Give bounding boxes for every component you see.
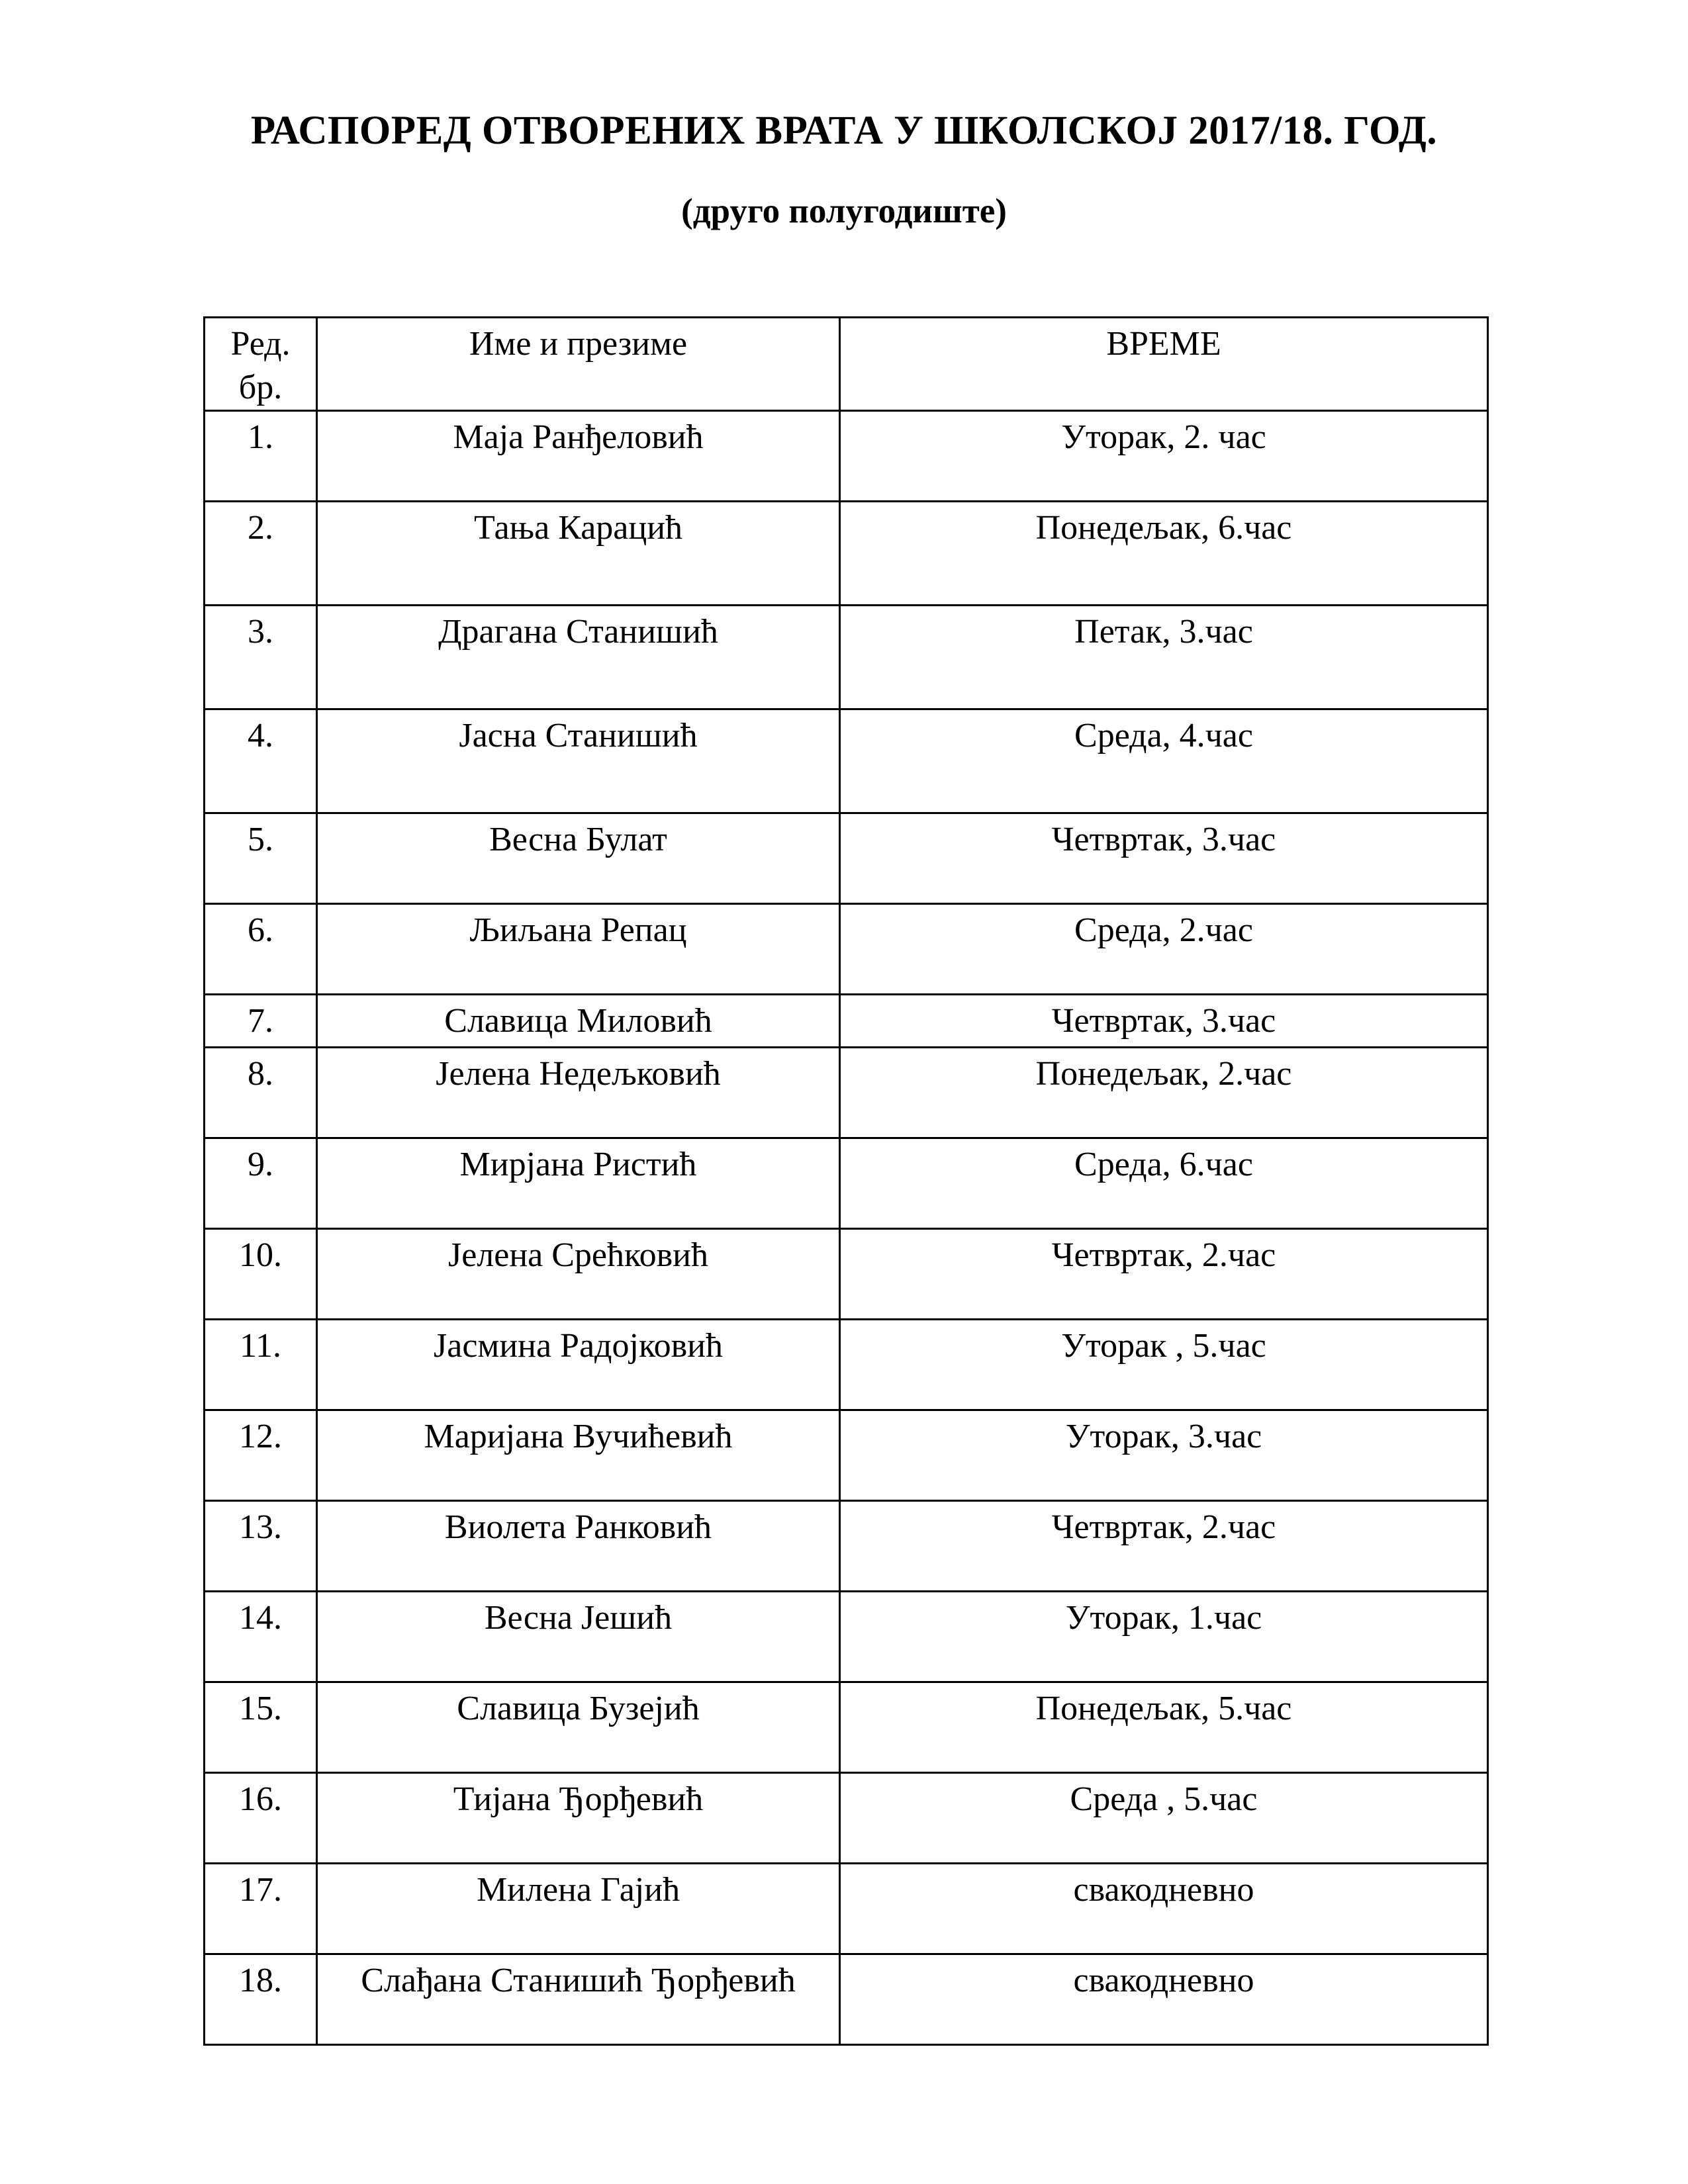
row-time: Среда, 6.час — [840, 1138, 1488, 1229]
row-number: 7. — [205, 995, 317, 1048]
table-row — [205, 904, 1488, 995]
row-number: 5. — [205, 813, 317, 904]
table-header-row — [205, 318, 1488, 411]
row-number: 14. — [205, 1592, 317, 1682]
header-number: Ред. бр. — [205, 318, 317, 411]
row-time: Среда, 4.час — [840, 709, 1488, 813]
row-number: 12. — [205, 1410, 317, 1501]
table-row — [205, 1592, 1488, 1682]
table-row — [205, 1954, 1488, 2045]
header-time: ВРЕМЕ — [840, 318, 1488, 411]
row-number: 10. — [205, 1229, 317, 1320]
table-row — [205, 606, 1488, 709]
row-time: Среда, 2.час — [840, 904, 1488, 995]
row-name: Весна Булат — [317, 813, 840, 904]
row-name: Маријана Вучићевић — [317, 1410, 840, 1501]
row-time: Уторак, 1.час — [840, 1592, 1488, 1682]
row-name: Јасмина Радојковић — [317, 1320, 840, 1410]
row-time: Четвртак, 2.час — [840, 1229, 1488, 1320]
row-name: Милена Гајић — [317, 1864, 840, 1954]
table-row — [205, 1138, 1488, 1229]
row-number: 8. — [205, 1048, 317, 1138]
row-time: Уторак, 3.час — [840, 1410, 1488, 1501]
row-name: Тијана Ђорђевић — [317, 1773, 840, 1864]
row-time: Понедељак, 2.час — [840, 1048, 1488, 1138]
table-row — [205, 502, 1488, 606]
table-row — [205, 813, 1488, 904]
table-row — [205, 1501, 1488, 1592]
row-time: свакодневно — [840, 1864, 1488, 1954]
table-row — [205, 411, 1488, 502]
row-time: Понедељак, 6.час — [840, 502, 1488, 606]
table-row — [205, 1410, 1488, 1501]
row-number: 17. — [205, 1864, 317, 1954]
row-number: 9. — [205, 1138, 317, 1229]
table-row — [205, 1864, 1488, 1954]
row-number: 11. — [205, 1320, 317, 1410]
row-time: Уторак , 5.час — [840, 1320, 1488, 1410]
table-row — [205, 1320, 1488, 1410]
header-name: Име и презиме — [317, 318, 840, 411]
row-time: свакодневно — [840, 1954, 1488, 2045]
row-number: 16. — [205, 1773, 317, 1864]
row-time: Четвртак, 3.час — [840, 813, 1488, 904]
row-number: 1. — [205, 411, 317, 502]
row-number: 6. — [205, 904, 317, 995]
row-name: Слађана Станишић Ђорђевић — [317, 1954, 840, 2045]
row-number: 18. — [205, 1954, 317, 2045]
row-name: Тања Карацић — [317, 502, 840, 606]
row-number: 2. — [205, 502, 317, 606]
row-name: Весна Јешић — [317, 1592, 840, 1682]
row-name: Драгана Станишић — [317, 606, 840, 709]
row-time: Понедељак, 5.час — [840, 1682, 1488, 1773]
row-number: 3. — [205, 606, 317, 709]
page-title: РАСПОРЕД ОТВОРЕНИХ ВРАТА У ШКОЛСКОЈ 2017/18. ГОД. — [250, 109, 1438, 153]
row-name: Славица Бузејић — [317, 1682, 840, 1773]
row-name: Виолета Ранковић — [317, 1501, 840, 1592]
table-row — [205, 709, 1488, 813]
row-time: Уторак, 2. час — [840, 411, 1488, 502]
row-name: Љиљана Репац — [317, 904, 840, 995]
table-row — [205, 1229, 1488, 1320]
table-row — [205, 1048, 1488, 1138]
table-row — [205, 995, 1488, 1048]
row-time: Петак, 3.час — [840, 606, 1488, 709]
row-name: Јасна Станишић — [317, 709, 840, 813]
row-name: Славица Миловић — [317, 995, 840, 1048]
row-number: 15. — [205, 1682, 317, 1773]
row-name: Мирјана Ристић — [317, 1138, 840, 1229]
row-name: Јелена Срећковић — [317, 1229, 840, 1320]
row-name: Јелена Недељковић — [317, 1048, 840, 1138]
row-name: Маја Ранђеловић — [317, 411, 840, 502]
table-row — [205, 1773, 1488, 1864]
row-time: Среда , 5.час — [840, 1773, 1488, 1864]
schedule-table — [203, 316, 1489, 2046]
row-number: 13. — [205, 1501, 317, 1592]
row-time: Четвртак, 2.час — [840, 1501, 1488, 1592]
page-subtitle: (друго полугодиште) — [681, 192, 1007, 230]
table-row — [205, 1682, 1488, 1773]
row-number: 4. — [205, 709, 317, 813]
row-time: Четвртак, 3.час — [840, 995, 1488, 1048]
